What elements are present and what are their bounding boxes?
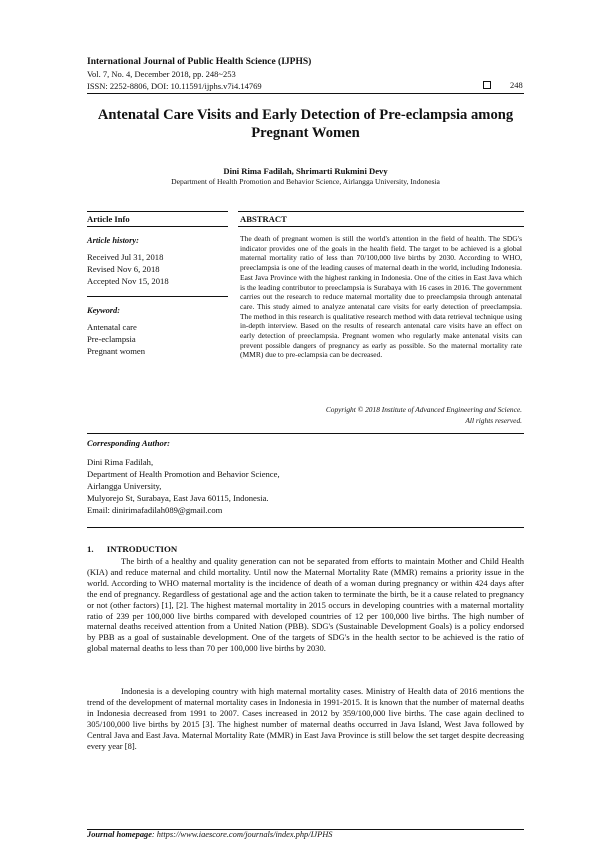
corresponding-bottom-rule [87, 527, 524, 528]
intro-paragraph: Indonesia is a developing country with high maternal mortality cases. Ministry of Health data of 2016 mentions the trend of the development of maternal mortality cases in Indonesia in 1991-2015. It is known that the number of maternal deaths in Indonesia decreased from 1991 to 2007. Cases increased in 2012 by 359/100,000 live births. The case again declined to 305/100,000 live births by 2015 [3]. The highest number of maternal deaths occurred in Java Island, West Java followed by Central Java and East Java. Maternal Mortality Rate (MMR) in East Java Province is still below the set target despite decreasing every year [8]. [87, 686, 524, 751]
journal-name: International Journal of Public Health Science (IJPHS) [87, 57, 312, 67]
article-info-top-rule [87, 211, 228, 212]
history-accepted: Accepted Nov 15, 2018 [87, 276, 169, 286]
paper-title: Antenatal Care Visits and Early Detection of Pre-eclampsia among Pregnant Women [97, 107, 514, 141]
intro-paragraph: The birth of a healthy and quality generation can not be separated from efforts to maintain Mother and Child Health (KIA) and reduce maternal and child mortality. Until now the Maternal Mortality Rate (MMR) remains a priority issue in the world. According to WHO maternal mortality is the incidence of death of a woman during pregnancy or within 424 days after the end of pregnancy. Regardless of gestational age and the action taken to terminate the birth, be it a cause related to pregnancy or not (other factors) [1], [2]. The highest maternal mortality in 2015 occurs in developing countries with a maternal mortality ratio of 239 per 100,000 live births compared with developed countries of 12 per 100,000 live births. The high number of maternal deaths received attention from a United Nation (PBB). SDG's (Sustainable Development Goals) is a policy endorsed by PBB as a goal of sustainable development. One of the targets of SDG's in the health sector to be achieved is the ratio of global maternal deaths to less than 70 per 100,000 live births by 2030. [87, 556, 524, 654]
corresponding-email: Email: dinirimafadilah089@gmail.com [87, 505, 223, 515]
homepage-link[interactable]: : https://www.iaescore.com/journals/index.php/IJPHS [151, 830, 333, 839]
abstract-sub-rule [238, 226, 524, 227]
corresponding-heading: Corresponding Author: [87, 438, 171, 448]
abstract-top-rule [238, 211, 524, 212]
page-number: 248 [510, 80, 523, 90]
keyword-item: Pre-eclampsia [87, 334, 136, 344]
paper-affiliation: Department of Health Promotion and Behavior Science, Airlangga University, Indonesia [171, 177, 440, 186]
history-revised: Revised Nov 6, 2018 [87, 264, 160, 274]
copyright-line: All rights reserved. [465, 415, 522, 425]
square-icon [483, 81, 491, 89]
paper-authors: Dini Rima Fadilah, Shrimarti Rukmini Devy [223, 166, 388, 176]
corresponding-top-rule [87, 433, 524, 434]
corresponding-line: Department of Health Promotion and Behavior Science, [87, 469, 280, 479]
corresponding-line: Mulyorejo St, Surabaya, East Java 60115, Indonesia. [87, 493, 269, 503]
history-received: Received Jul 31, 2018 [87, 252, 164, 262]
corresponding-line: Dini Rima Fadilah, [87, 457, 154, 467]
keyword-rule [87, 296, 228, 297]
article-info-sub-rule [87, 226, 228, 227]
article-info-heading: Article Info [87, 214, 130, 224]
header-divider [87, 93, 524, 94]
corresponding-line: Airlangga University, [87, 481, 162, 491]
journal-issn: ISSN: 2252-8806, DOI: 10.11591/ijphs.v7i4.14769 [87, 81, 262, 91]
article-history-heading: Article history: [87, 236, 139, 245]
copyright-line: Copyright © 2018 Institute of Advanced Engineering and Science. [325, 405, 522, 414]
keyword-item: Pregnant women [87, 346, 145, 356]
keyword-item: Antenatal care [87, 322, 137, 332]
section-heading: 1. INTRODUCTION [87, 544, 178, 554]
abstract-heading: ABSTRACT [240, 214, 287, 224]
journal-homepage [87, 830, 332, 839]
abstract-text: The death of pregnant women is still the world's attention in the field of health. The SDG's indicator provides one of the goals in the health field. The target to be achieved is a global maternal mortality ratio of less than 70/100,000 live births by 2030. According to WHO, preeclampsia is one of the leading causes of maternal death in the world, including Indonesia. East Java Province with the highest ranking in Indonesia. One of the cities in East Java which is the leading contributor to preeclampsia is Surabaya with 16 cases in 2016. The government carries out the research to reduce maternal mortality due to preeclampsia through antenatal care. This study aimed to analyze antenatal care visits for early detection of preeclampsia. The method in this research is qualitative research method with data retrieval technique using in-depth interview. Based on the results of research antenatal care visits have an effect on early detection of preeclampsia. Pregnant women who regularly make antenatal visits can prevent possible dangers of pregnancy as early as possible. So the maternal mortality rate (MMR) due to pre-eclampsia can be decreased. [240, 234, 522, 360]
journal-volume: Vol. 7, No. 4, December 2018, pp. 248~253 [87, 69, 236, 79]
keyword-heading: Keyword: [87, 306, 121, 315]
homepage-label: Journal homepage [87, 830, 152, 839]
copyright-notice [240, 405, 522, 426]
